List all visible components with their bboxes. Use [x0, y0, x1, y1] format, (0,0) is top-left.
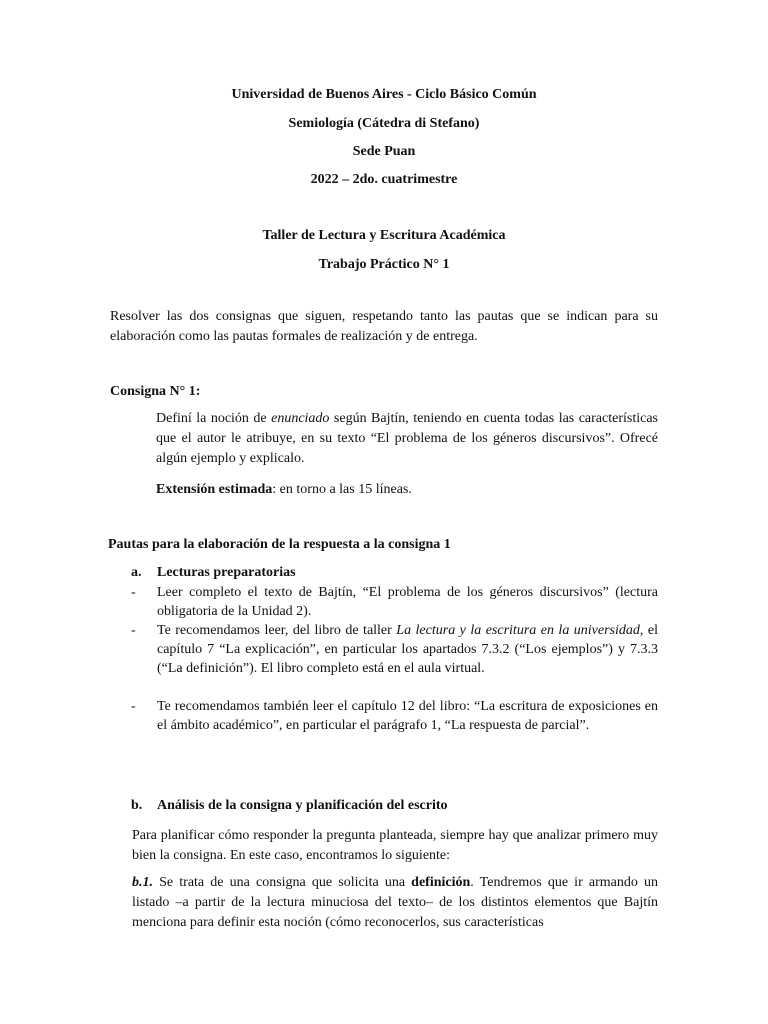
workshop-title: Taller de Lectura y Escritura Académica — [262, 228, 506, 243]
b1-text-after: . Tendremos que ir armando un listado –a partir de la lectura minuciosa del texto– de los distintos elementos que Bajtín menciona para definir esta noción (cómo reconocerlos, sus características — [132, 875, 658, 930]
b1-definition: definición — [411, 875, 471, 890]
extension-value: : en torno a las 15 líneas. — [272, 482, 412, 497]
section-b1-paragraph — [132, 873, 658, 933]
subject-title: Semiología (Cátedra di Stefano) — [288, 116, 480, 131]
section-b-title: Análisis de la consigna y planificación del escrito — [157, 798, 448, 813]
reading-item-1: Leer completo el texto de Bajtín, “El problema de los géneros discursivos” (lectura obligatoria de la Unidad 2). — [157, 585, 658, 619]
reading-item-2-before: Te recomendamos leer, del libro de taller — [157, 623, 397, 638]
pautas-title: Pautas para la elaboración de la respuesta a la consigna 1 — [108, 537, 451, 552]
university-title: Universidad de Buenos Aires - Ciclo Básico Común — [231, 87, 537, 102]
consigna-1-text — [156, 409, 658, 469]
consigna-1-text-before: Definí la noción de — [156, 411, 272, 426]
extension-label: Extensión estimada — [156, 482, 273, 497]
consigna-1-text-after: según Bajtín, teniendo en cuenta todas las características que el autor le atribuye, en su texto “El problema de los géneros discursivos”. Ofrecé algún ejemplo y explicalo. — [156, 411, 658, 466]
bullet-dash: - — [131, 623, 136, 638]
section-a-title: Lecturas preparatorias — [157, 565, 296, 580]
section-b-paragraph: Para planificar cómo responder la pregunta planteada, siempre hay que analizar primero muy bien la consigna. En este caso, encontramos lo siguiente: — [132, 828, 658, 863]
reading-item-3: Te recomendamos también leer el capítulo 12 del libro: “La escritura de exposiciones en el ámbito académico”, en particular el parágrafo 1, “La respuesta de parcial”. — [157, 699, 658, 733]
consigna-1-term: enunciado — [271, 411, 330, 426]
section-a-marker: a. — [131, 565, 142, 580]
bullet-dash: - — [131, 699, 136, 714]
b1-text-before: Se trata de una consigna que solicita una — [153, 875, 412, 890]
consigna-1-title: Consigna N° 1: — [110, 384, 201, 399]
b1-label: b.1. — [132, 875, 153, 890]
term-title: 2022 – 2do. cuatrimestre — [310, 172, 458, 187]
section-b-marker: b. — [131, 798, 143, 813]
reading-item-2 — [157, 621, 658, 678]
campus-title: Sede Puan — [352, 144, 416, 159]
bullet-dash: - — [131, 585, 136, 600]
book-title: La lectura y la escritura en la universidad — [396, 623, 640, 638]
reading-item-2-after: , el capítulo 7 “La explicación”, en particular los apartados 7.3.2 (“Los ejemplos”) y 7.3.3 (“La definición”). El libro completo está en el aula virtual. — [157, 623, 658, 676]
consigna-1-extension — [156, 480, 658, 500]
intro-paragraph: Resolver las dos consignas que siguen, respetando tanto las pautas que se indican para su elaboración como las pautas formales de realización y de entrega. — [110, 309, 658, 344]
assignment-title: Trabajo Práctico N° 1 — [318, 257, 450, 272]
